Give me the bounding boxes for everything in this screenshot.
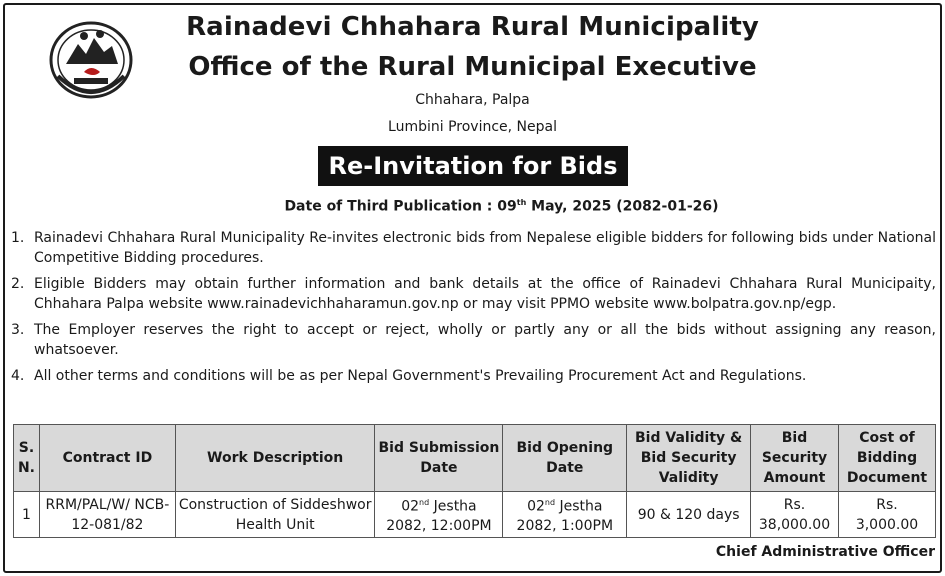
point-number: 1. bbox=[11, 230, 25, 246]
header-security-amount: Bid Security Amount bbox=[751, 425, 839, 492]
bid-table bbox=[13, 424, 936, 538]
cell-contract-id: RRM/PAL/W/ NCB-12-081/82 bbox=[39, 492, 175, 538]
point-number: 3. bbox=[11, 322, 25, 338]
header-sn: S. N. bbox=[14, 425, 40, 492]
cell-opening-date: 02nd Jestha 2082, 1:00PM bbox=[503, 492, 627, 538]
point-text: Eligible Bidders may obtain further information and bank details at the office of Rainadevi Chhahara Rural Municipaity, Chhahara Palpa website www.rainadevichhaharamun.gov.np or may visit PPMO website www.bolpatra.gov.np/egp. bbox=[34, 276, 936, 312]
address-line-2: Lumbini Province, Nepal bbox=[388, 119, 557, 135]
header-contract-id: Contract ID bbox=[39, 425, 175, 492]
notice-point bbox=[11, 228, 936, 268]
header-submission-date: Bid Submission Date bbox=[375, 425, 503, 492]
table-header-row bbox=[14, 425, 936, 492]
point-number: 2. bbox=[11, 276, 25, 292]
point-number: 4. bbox=[11, 368, 25, 384]
cell-work-description: Construction of Siddeshwor Health Unit bbox=[175, 492, 375, 538]
cell-validity: 90 & 120 days bbox=[627, 492, 751, 538]
notice-point bbox=[11, 366, 936, 386]
cell-security-amount: Rs. 38,000.00 bbox=[751, 492, 839, 538]
notice-points bbox=[11, 228, 936, 392]
point-text: The Employer reserves the right to accept or reject, wholly or partly any or all the bids without assigning any reason, whatsoever. bbox=[34, 322, 936, 358]
point-text: Rainadevi Chhahara Rural Municipality Re-invites electronic bids from Nepalese eligible bidders for following bids under National Competitive Bidding procedures. bbox=[34, 230, 936, 266]
header-work-description: Work Description bbox=[175, 425, 375, 492]
cell-document-cost: Rs. 3,000.00 bbox=[838, 492, 935, 538]
point-text: All other terms and conditions will be as per Nepal Government's Prevailing Procurement Act and Regulations. bbox=[34, 368, 807, 384]
address-line-1: Chhahara, Palpa bbox=[415, 92, 530, 108]
cell-sn: 1 bbox=[14, 492, 40, 538]
signatory: Chief Administrative Officer bbox=[715, 544, 935, 560]
header-validity: Bid Validity & Bid Security Validity bbox=[627, 425, 751, 492]
notice-point bbox=[11, 274, 936, 314]
notice-title-banner: Re-Invitation for Bids bbox=[318, 146, 628, 186]
header-document-cost: Cost of Bidding Document bbox=[838, 425, 935, 492]
office-title: Office of the Rural Municipal Executive bbox=[188, 52, 757, 82]
table-row bbox=[14, 492, 936, 538]
cell-submission-date: 02nd Jestha 2082, 12:00PM bbox=[375, 492, 503, 538]
header-opening-date: Bid Opening Date bbox=[503, 425, 627, 492]
notice-point bbox=[11, 320, 936, 360]
publication-date: Date of Third Publication : 09th May, 2025 (2082-01-26) bbox=[284, 198, 719, 215]
municipality-title: Rainadevi Chhahara Rural Municipality bbox=[186, 12, 759, 42]
